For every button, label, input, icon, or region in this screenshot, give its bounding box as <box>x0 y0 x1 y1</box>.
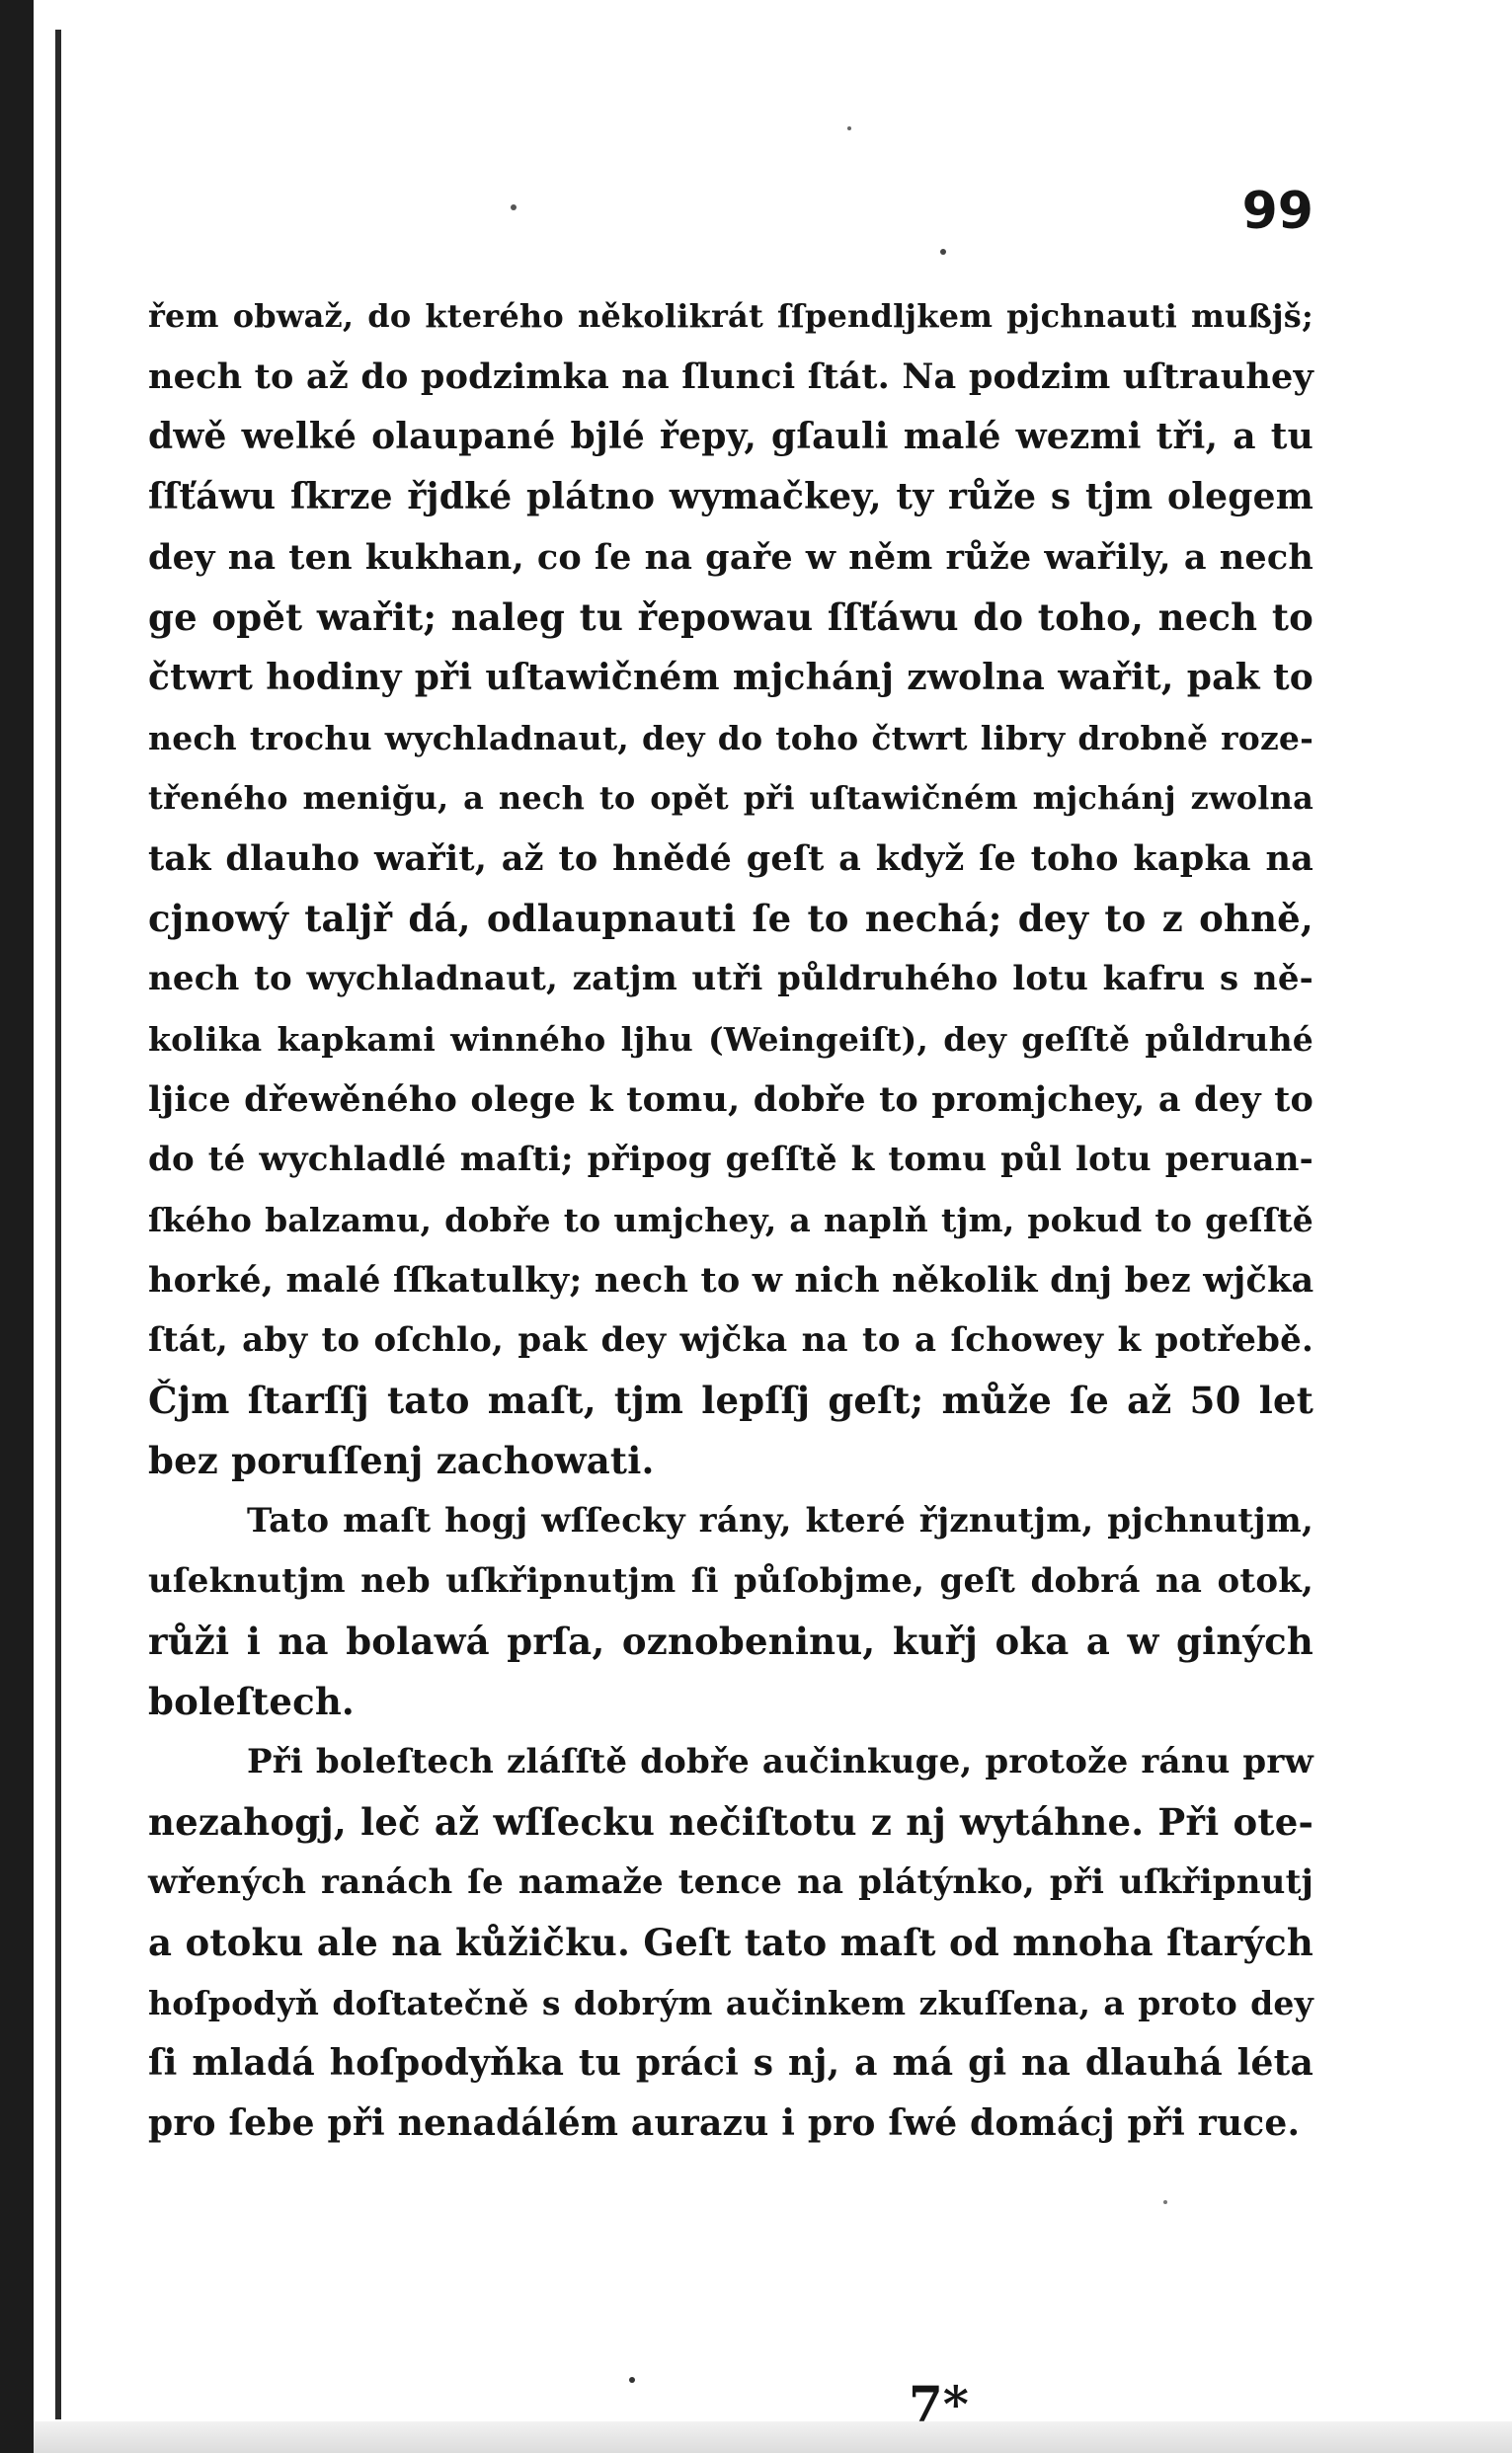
text-line: nech to až do podzimka na ſlunci ſtát. Na podzim uſtrauhey <box>148 356 1313 397</box>
text-line: Čjm ſtarſſj tato maſt, tjm lepſſj geſt; může ſe až 50 let <box>148 1379 1313 1422</box>
text-line: řem obwaž, do kterého několikrát ſſpendljkem pjchnauti mußjš; <box>148 297 1313 335</box>
text-line: ſi mladá hoſpodyňka tu práci s nj, a má gi na dlauhá léta <box>148 2042 1313 2084</box>
printer-signature-mark: 7* <box>909 2375 969 2433</box>
text-line: ge opět wařit; naleg tu řepowau ſſťáwu do toho, nech to <box>148 595 1313 639</box>
speck <box>629 2377 635 2383</box>
text-line: nech to wychladnaut, zatjm utři půldruhého lotu kafru s ně- <box>148 959 1313 998</box>
text-line: dwě welké olaupané bjlé řepy, gſauli malé wezmi tři, a tu <box>148 416 1313 457</box>
text-line: třeného meniğu, a nech to opět při uſtawičném mjchánj zwolna <box>148 779 1313 817</box>
text-line: wřených ranách ſe namaže tence na plátýnko, při uſkřipnutj <box>148 1862 1313 1902</box>
text-line: hoſpodyň doſtatečně s dobrým aučinkem zkuſſena, a proto dey <box>148 1984 1313 2022</box>
text-line: do té wychladlé maſti; připog geſſtě k tomu půl lotu peruan- <box>148 1140 1313 1179</box>
text-line: horké, malé ſſkatulky; nech to w nich několik dnj bez wjčka <box>148 1260 1314 1301</box>
speck <box>511 204 517 210</box>
text-line: čtwrt hodiny při uſtawičném mjchánj zwolna wařit, pak to <box>148 657 1313 698</box>
text-line: Tato maſt hogj wſſecky rány, které řjznutjm, pjchnutjm, <box>247 1501 1313 1541</box>
text-line: ſkého balzamu, dobře to umjchey, a naplň tjm, pokud to geſſtě <box>148 1201 1313 1239</box>
text-line: pro ſebe při nenadálém aurazu i pro ſwé domácj při ruce. <box>148 2102 1301 2144</box>
text-line: kolika kapkami winného ljhu (Weingeiſt), dey geſſtě půldruhé <box>148 1020 1313 1059</box>
text-line: růži i na bolawá prſa, oznobeninu, kuřj oka a w giných <box>148 1620 1313 1663</box>
text-line: nech trochu wychladnaut, dey do toho čtwrt libry drobně roze- <box>148 719 1313 757</box>
speck <box>847 126 851 130</box>
page-number: 99 <box>1241 182 1313 241</box>
text-line: uſeknutjm neb uſkřipnutjm ſi půſobjme, geſt dobrá na otok, <box>148 1561 1313 1601</box>
text-line: cjnowý talјř dá, odlaupnauti ſe to nechá; dey to z ohně, <box>148 897 1313 940</box>
text-line: boleſtech. <box>148 1680 356 1723</box>
text-line: tak dlauho wařit, až to hnědé geſt a když ſe toho kapka na <box>148 838 1313 879</box>
text-line: ljice dřewěného olege k tomu, dobře to promjchey, a dey to <box>148 1079 1313 1120</box>
text-line: nezahogj, leč až wſſecku nečiſtotu z nj wytáhne. Při ote- <box>148 1800 1313 1844</box>
text-line: dey na ten kukhan, co ſe na gaře w něm růže wařily, a nech <box>148 537 1313 578</box>
text-line: ſtát, aby to oſchlo, pak dey wjčka na to a ſchowey k potřebě. <box>148 1320 1313 1360</box>
text-line: ſſťáwu ſkrze řjdké plátno wymačkey, ty růže s tjm olegem <box>148 476 1313 517</box>
speck <box>940 249 946 255</box>
text-line: Při boleſtech zláſſtě dobře aučinkuge, protože ránu prw <box>247 1742 1313 1781</box>
text-line: bez poruſſenj zachowati. <box>148 1439 655 1482</box>
speck <box>1163 2200 1167 2204</box>
text-line: a otoku ale na kůžičku. Geſt tato maſt od mnoha ſtarých <box>148 1921 1313 1964</box>
